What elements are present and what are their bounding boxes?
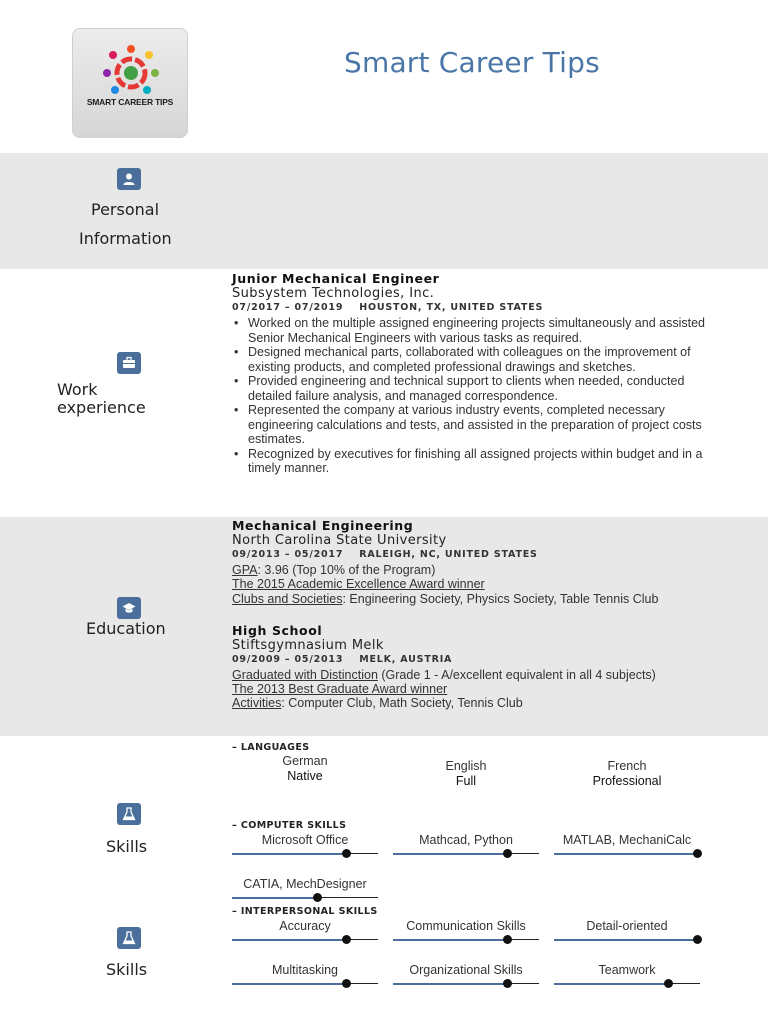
personal-info-section — [0, 153, 768, 269]
skill-level-bar — [393, 939, 507, 941]
skill-name: Communication Skills — [406, 919, 526, 933]
skill-item — [554, 919, 700, 933]
skill-name: Detail-oriented — [586, 919, 668, 933]
language-level: Full — [455, 774, 477, 788]
list-item: • Represented the company at various industry events, completed necessary engineering calculations and tests, and assisted in the preparation of project costs estimates. — [232, 403, 712, 447]
language-item — [232, 754, 378, 784]
education-location: MELK, AUSTRIA — [359, 654, 453, 665]
language-level: Professional — [592, 774, 662, 788]
language-item — [554, 759, 700, 789]
skill-item — [554, 833, 700, 847]
education-detail-value: : Engineering Society, Physics Society, Table Tennis Club — [342, 592, 659, 606]
language-name: German — [282, 754, 328, 768]
skill-level-dot — [503, 979, 512, 988]
list-item: • Provided engineering and technical support to clients when needed, conducted detailed failure analysis, and managed correspondence. — [232, 374, 712, 403]
skill-level-bar — [232, 983, 346, 985]
degree-title: Mechanical Engineering — [232, 518, 414, 533]
skill-name: Microsoft Office — [261, 833, 349, 847]
job-title: Junior Mechanical Engineer — [232, 271, 440, 286]
job-location: HOUSTON, TX, UNITED STATES — [359, 302, 544, 313]
education-detail-value: : 3.96 (Top 10% of the Program) — [257, 563, 436, 577]
skill-level-bar — [393, 853, 507, 855]
skill-name: Accuracy — [279, 919, 331, 933]
skill-level-bar — [554, 853, 697, 855]
skill-name: Multitasking — [272, 963, 338, 977]
list-item: • Recognized by executives for finishing all assigned projects within budget and in a timely manner. — [232, 447, 712, 476]
education-detail-key: Activities — [232, 696, 282, 710]
skill-level-bar — [554, 939, 697, 941]
skill-level-bar — [232, 853, 346, 855]
skill-level-dot — [503, 849, 512, 858]
logo-text: SMART CAREER TIPS — [86, 97, 174, 107]
skill-level-bar — [554, 983, 668, 985]
skill-level-bar — [393, 983, 507, 985]
section-label-education: Education — [86, 619, 166, 638]
briefcase-icon — [117, 352, 141, 374]
language-level: Native — [287, 769, 323, 783]
skill-item — [232, 919, 378, 933]
education-detail — [232, 682, 447, 696]
job-responsibilities — [232, 316, 712, 476]
skill-name: Mathcad, Python — [419, 833, 513, 847]
section-label-work: Work — [57, 380, 98, 399]
education-detail — [232, 577, 485, 591]
section-label-information: Information — [79, 229, 172, 248]
education-dates — [232, 549, 538, 560]
skill-level-dot — [664, 979, 673, 988]
skill-level-dot — [342, 849, 351, 858]
skill-level-dot — [342, 935, 351, 944]
job-date-range: 07/2017 – 07/2019 — [232, 302, 344, 313]
education-date-range: 09/2009 – 05/2013 — [232, 654, 344, 665]
skill-level-dot — [313, 893, 322, 902]
skill-item — [232, 877, 378, 891]
user-icon — [117, 168, 141, 190]
education-detail — [232, 668, 656, 682]
degree-title: High School — [232, 623, 323, 638]
education-detail — [232, 592, 658, 606]
education-detail-key: The 2013 Best Graduate Award winner — [232, 682, 448, 696]
education-detail-value: (Grade 1 - A/excellent equivalent in all 4 subjects) — [377, 668, 656, 682]
education-detail — [232, 563, 435, 577]
education-detail-key: The 2015 Academic Excellence Award winner — [232, 577, 485, 591]
skill-level-dot — [342, 979, 351, 988]
education-detail-key: Clubs and Societies — [232, 592, 343, 606]
skill-level-dot — [693, 935, 702, 944]
list-item: • Designed mechanical parts, collaborated with colleagues on the improvement of existing products, and completed professional drawings and sketches. — [232, 345, 712, 374]
education-detail-value: : Computer Club, Math Society, Tennis Club — [281, 696, 523, 710]
language-name: French — [607, 759, 647, 773]
job-dates — [232, 302, 543, 313]
skill-level-bar — [232, 897, 317, 899]
logo — [72, 28, 188, 138]
languages-heading: – LANGUAGES — [232, 742, 310, 753]
skill-track-remainder — [317, 897, 378, 898]
skill-item — [232, 963, 378, 977]
skill-name: MATLAB, MechaniCalc — [562, 833, 692, 847]
education-detail-key: GPA — [232, 563, 258, 577]
flask-icon — [117, 927, 141, 949]
skill-item — [232, 833, 378, 847]
site-title: Smart Career Tips — [344, 46, 600, 79]
skill-name: Teamwork — [598, 963, 656, 977]
skill-item — [393, 833, 539, 847]
education-detail-key: Graduated with Distinction — [232, 668, 378, 682]
language-item — [393, 759, 539, 789]
education-date-range: 09/2013 – 05/2017 — [232, 549, 344, 560]
skill-item — [393, 963, 539, 977]
skill-item — [554, 963, 700, 977]
interpersonal-skills-heading: – INTERPERSONAL SKILLS — [232, 906, 378, 917]
skill-level-bar — [232, 939, 346, 941]
skill-level-dot — [693, 849, 702, 858]
skill-item — [393, 919, 539, 933]
skill-name: CATIA, MechDesigner — [243, 877, 367, 891]
school-name: North Carolina State University — [232, 533, 447, 548]
logo-people-icon — [99, 43, 163, 99]
section-label-personal: Personal — [91, 200, 160, 219]
section-label-skills: Skills — [106, 837, 148, 856]
education-detail — [232, 696, 523, 710]
education-location: RALEIGH, NC, UNITED STATES — [359, 549, 538, 560]
school-name: Stiftsgymnasium Melk — [232, 638, 384, 653]
company-name: Subsystem Technologies, Inc. — [232, 286, 435, 301]
section-label-skills: Skills — [106, 960, 148, 979]
computer-skills-heading: – COMPUTER SKILLS — [232, 820, 347, 831]
section-label-experience: experience — [57, 398, 146, 417]
education-dates — [232, 654, 452, 665]
skill-level-dot — [503, 935, 512, 944]
skill-name: Organizational Skills — [409, 963, 523, 977]
flask-icon — [117, 803, 141, 825]
list-item: • Worked on the multiple assigned engineering projects simultaneously and assisted Senior Mechanical Engineers with various tasks as required. — [232, 316, 712, 345]
language-name: English — [445, 759, 487, 773]
